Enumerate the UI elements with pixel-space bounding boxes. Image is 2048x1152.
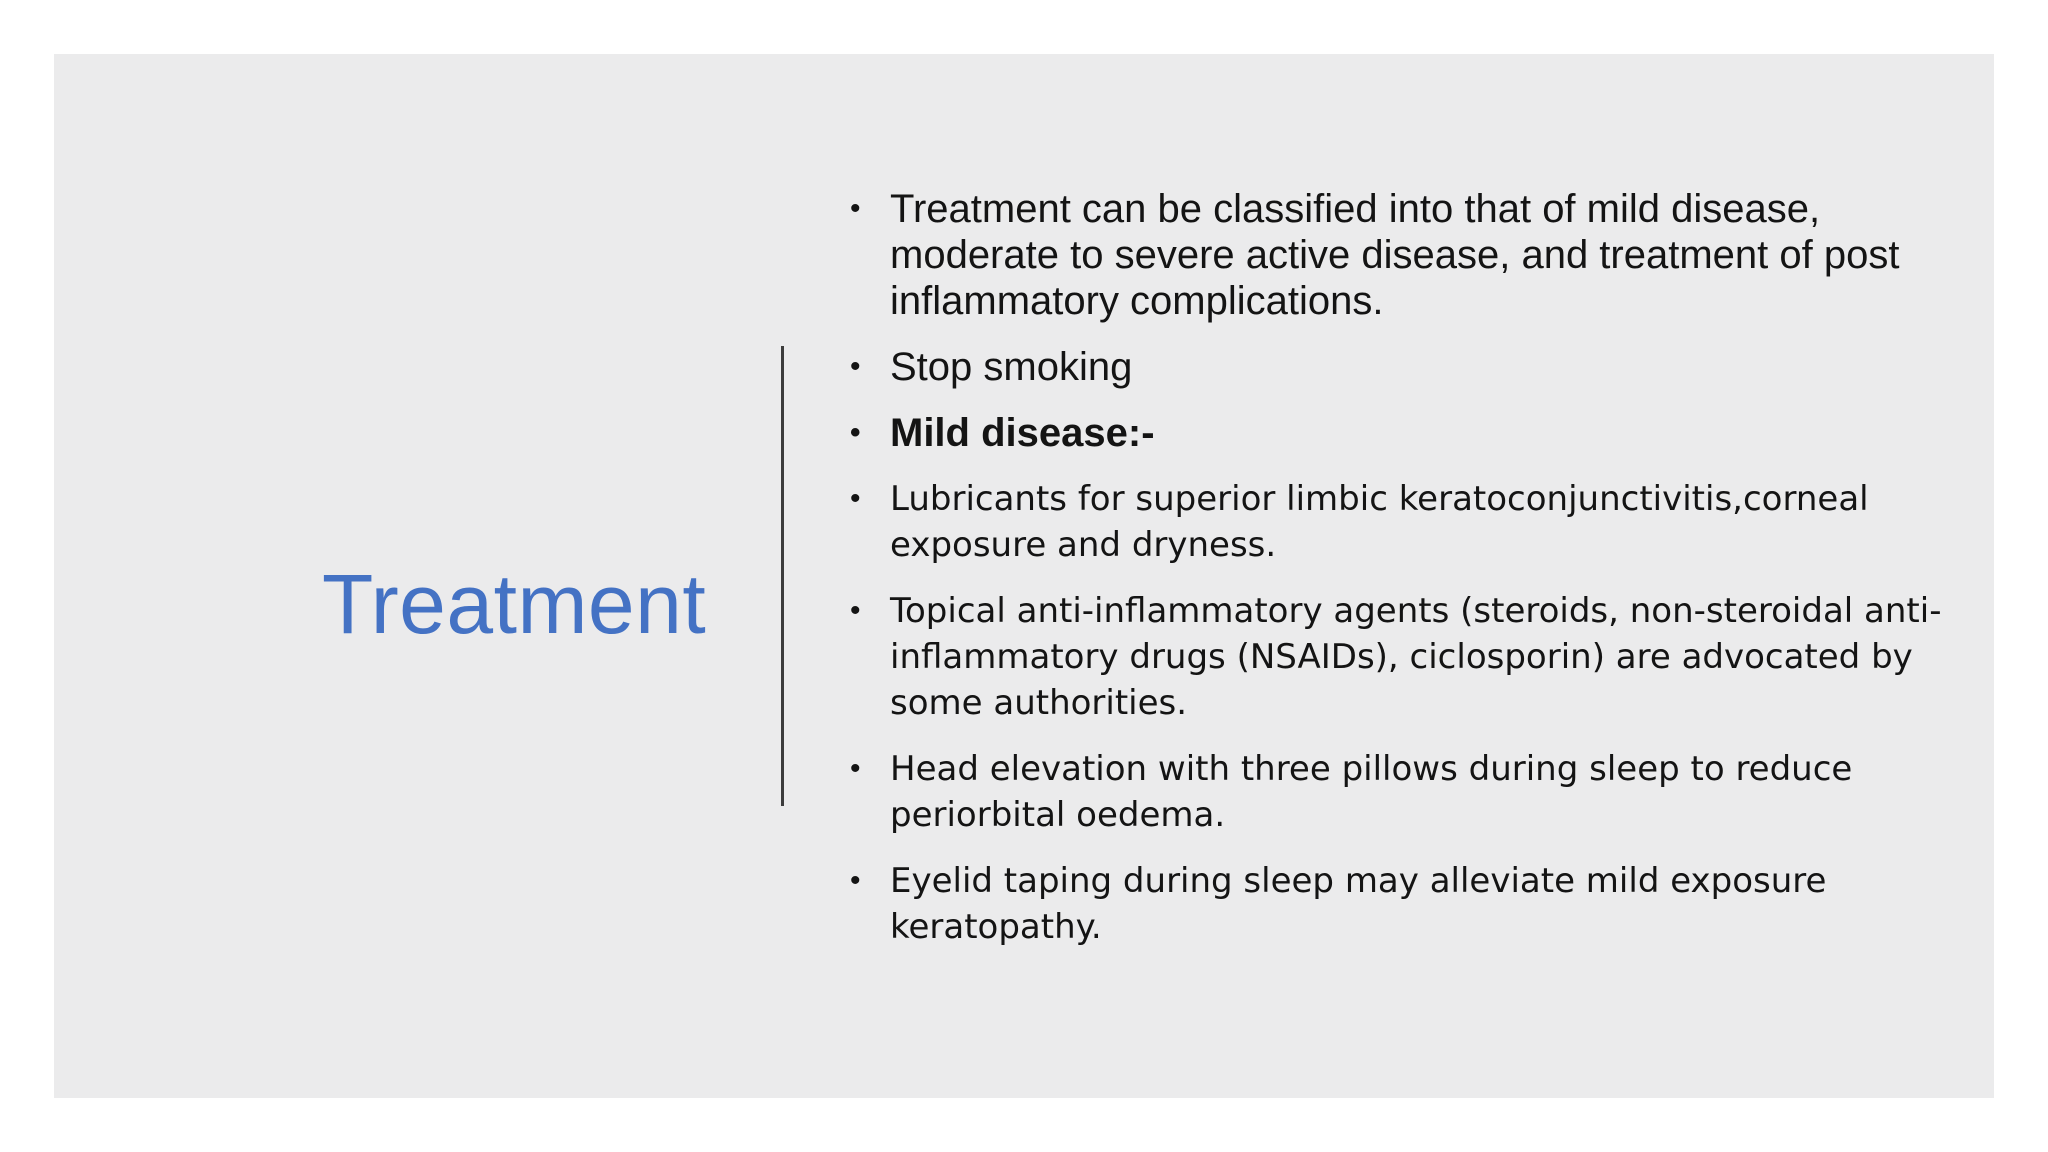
bullet-item-head-elevation <box>850 746 1960 838</box>
bullet-item-stop-smoking <box>850 344 1960 390</box>
bullet-dot-icon: • <box>850 350 861 383</box>
bullet-text: Head elevation with three pillows during sleep to reduce periorbital oedema. <box>890 749 1853 835</box>
bullet-dot-icon: • <box>850 752 861 785</box>
bullet-dot-icon: • <box>850 864 861 897</box>
bullet-text: Treatment can be classified into that of mild disease, moderate to severe active disease, and treatment of post inflammatory complications. <box>890 187 1900 323</box>
bullet-text: Eyelid taping during sleep may alleviate mild exposure keratopathy. <box>890 861 1827 947</box>
bullet-text: Lubricants for superior limbic keratoconjunctivitis,corneal exposure and dryness. <box>890 479 1869 565</box>
bullet-dot-icon: • <box>850 594 861 627</box>
bullet-item-topical-agents <box>850 588 1960 726</box>
slide-title: Treatment <box>322 557 707 651</box>
bullet-text: Topical anti-inflammatory agents (steroids, non-steroidal anti-inflammatory drugs (NSAIDs), ciclosporin) are advocated by some authorities. <box>890 591 1942 723</box>
bullet-dot-icon: • <box>850 482 861 515</box>
bullet-text: Stop smoking <box>890 345 1133 389</box>
vertical-divider <box>781 346 784 806</box>
bullet-text: Mild disease:- <box>890 411 1155 455</box>
bullet-dot-icon: • <box>850 192 861 225</box>
bullet-dot-icon: • <box>850 416 861 449</box>
slide <box>54 54 1994 1098</box>
bullet-item-classification <box>850 186 1960 324</box>
bullet-item-mild-disease <box>850 410 1960 456</box>
bullet-list <box>850 186 1960 970</box>
bullet-item-lubricants <box>850 476 1960 568</box>
bullet-item-eyelid-taping <box>850 858 1960 950</box>
